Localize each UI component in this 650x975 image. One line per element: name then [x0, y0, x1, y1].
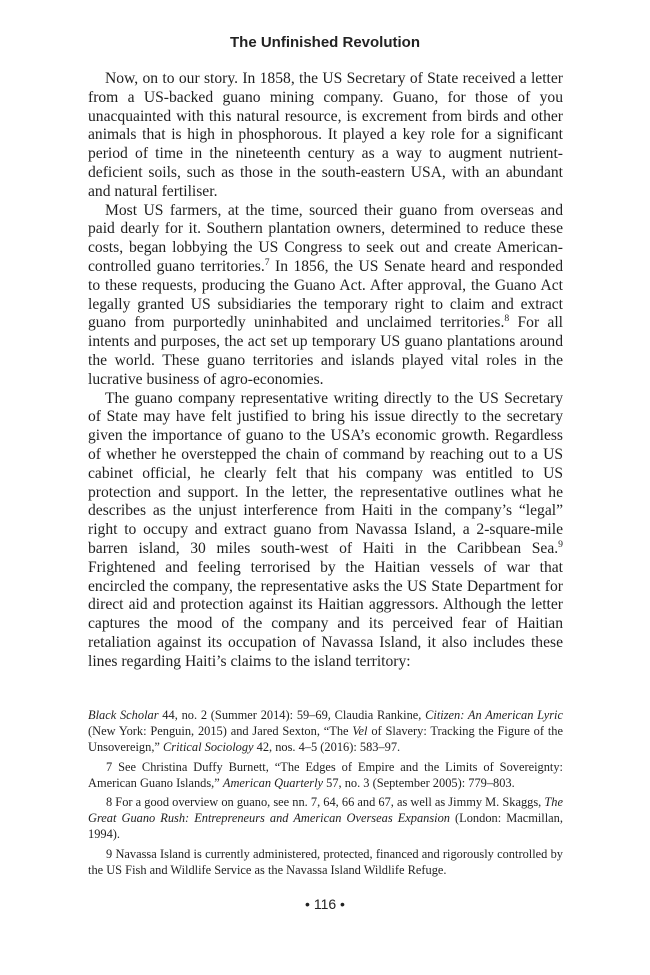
page-number: • 116 •	[305, 896, 345, 912]
text-run: 57, no. 3 (September 2005): 779–803.	[323, 775, 515, 790]
text-run: For all intents and purposes, the act set up temporary US guano plantations around the world. These guano territories and islands played vital roles in the lucrative business of agro-economies.	[88, 314, 564, 388]
text-run: 42, nos. 4–5 (2016): 583–97.	[253, 740, 401, 755]
text-run: Most US farmers, at the time, sourced their guano from overseas and paid dearly for it. Southern plantation owners, determined to reduce these costs, began lobbying the US Congress to seek out and create American-controlled guano territories.	[88, 201, 563, 275]
italic-title: Vel	[352, 724, 368, 739]
italic-title: The Great Guano Rush: Entrepreneurs and American Overseas Expansion	[88, 795, 563, 826]
italic-title: Critical Sociology	[163, 740, 254, 755]
text-run: 8 For a good overview on guano, see nn. 7, 64, 66 and 67, as well as Jimmy M. Skaggs,	[106, 795, 545, 810]
body-paragraph	[88, 70, 563, 202]
footnote-reference: 9	[558, 538, 563, 550]
footnote	[88, 759, 563, 791]
italic-title: American Quarterly	[222, 775, 324, 790]
footnotes	[88, 707, 563, 881]
text-run: Frightened and feeling terrorised by the Haitian vessels of war that encircled the company, the representative asks the US State Department for direct aid and protection against its Haitian aggressors. Although the letter captures the mood of the company and its perceived fear of Haitian retaliation against its occupation of Navassa Island, it also includes these lines regarding Haiti’s claims to the island territory:	[88, 558, 563, 670]
body-paragraph	[88, 202, 563, 390]
text-run: of Slavery: Tracking the Figure of the Unsovereign,”	[88, 724, 563, 755]
text-run: Now, on to our story. In 1858, the US Secretary of State received a letter from a US-backed guano mining company. Guano, for those of you unacquainted with this natural resource, is excrement from birds and other animals that is high in phosphorous. It played a key role for a significant period of time in the nineteenth century as a way to augment nutrient-deficient soils, such as those in the south-eastern USA, with an abundant and natural fertiliser.	[88, 70, 563, 200]
text-run: (London: Macmillan, 1994).	[88, 811, 563, 842]
footnote	[88, 846, 563, 878]
body-paragraph	[88, 390, 563, 672]
text-run: In 1856, the US Senate heard and responded to these requests, producing the Guano Act. After approval, the Guano Act legally granted US subsidiaries the temporary right to claim and extract guano from purportedly uninhabited and unclaimed territories.	[88, 257, 564, 332]
footnote	[88, 707, 563, 756]
body-text	[88, 70, 563, 672]
text-run: 9 Navassa Island is currently administered, protected, financed and rigorously controlled by the US Fish and Wildlife Service as the Navassa Island Wildlife Refuge.	[88, 846, 563, 877]
footnote-reference: 8	[504, 313, 510, 325]
italic-title: Citizen: An American Lyric	[425, 708, 563, 722]
italic-title: Black Scholar	[88, 708, 159, 722]
text-run: 44, no. 2 (Summer 2014): 59–69, Claudia Rankine,	[158, 708, 426, 722]
running-head: The Unfinished Revolution	[230, 34, 420, 51]
text-run: 7 See Christina Duffy Burnett, “The Edges of Empire and the Limits of Sovereignty: American Guano Islands,”	[88, 759, 563, 790]
footnote-reference: 7	[264, 256, 270, 268]
footnote	[88, 794, 563, 843]
text-run: (New York: Penguin, 2015) and Jared Sexton, “The	[88, 724, 353, 739]
text-run: The guano company representative writing directly to the US Secretary of State may have felt justified to bring his issue directly to the secretary given the importance of guano to the USA’s economic growth. Regardless of whether he overstepped the chain of command by reaching out to a US cabinet official, he clearly felt that his company was entitled to US protection and support. In the letter, the representative outlines what he describes as the unjust interference from Haiti in the company’s “legal” right to occupy and extract guano from Navassa Island, a 2-square-mile barren island, 30 miles south-west of Haiti in the Caribbean Sea.	[88, 389, 563, 557]
